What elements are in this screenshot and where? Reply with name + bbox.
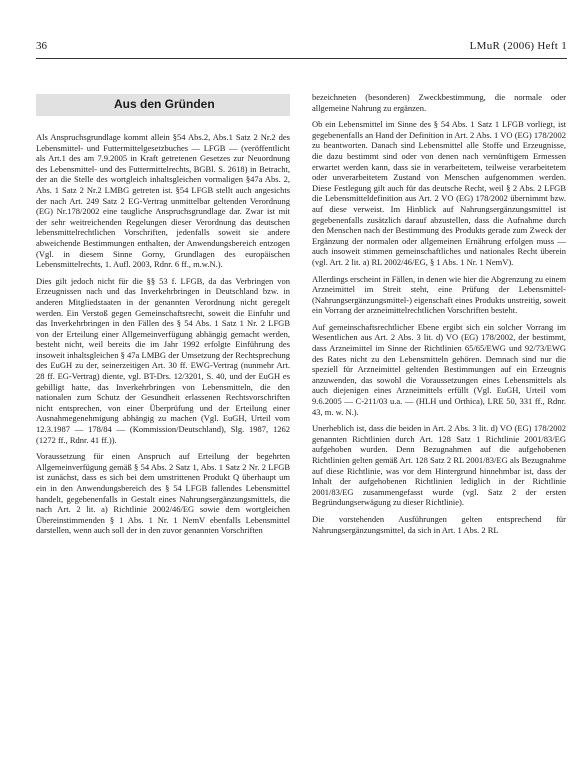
page-number: 36 — [36, 40, 47, 52]
paragraph: Ob ein Lebensmittel im Sinne des § 54 Abs. 1 Satz 1 LFGB vorliegt, ist gegebenenfalls an Hand der Definition in Art. 2 Abs. 1 VO (EG) 178/2002 zu beantworten. Danach sind Lebensmittel alle Stoffe und Erzeugnisse, die dazu bestimmt sind oder von denen nach vernünftigem Ermessen erwartet werden kann, dass sie in verarbeitetem, teilweise verarbeitetem oder unverarbeitetem Zustand von Menschen aufgenommen werden. Diese Festlegung gilt auch für das deutsche Recht, weil § 2 Abs. 2 LFGB die Lebensmitteldefinition aus Art. 2 VO (EG) 178/2002 übernimmt bzw. auf diese verweist. Im Hinblick auf Nahrungsergänzungsmittel ist gegebenenfalls zusätzlich darauf abzustellen, dass die Aufnahme durch den Menschen nach der Bestimmung des Produkts gerade zum Zweck der Ergänzung der normalen oder allgemeinen Ernährung erfolgen muss — auch insoweit stimmen gemeinschaftliches und nationales Recht überein (vgl. Art. 2 lit. a) RL 2002/46/EG, § 1 Abs. 1 Nr. 1 NemV). — [312, 119, 566, 267]
header-rule — [36, 58, 567, 59]
paragraph: Auf gemeinschaftsrechtlicher Ebene ergibt sich ein solcher Vorrang im Wesentlichen aus Art. 2 Abs. 3 lit. d) VO (EG) 178/2002, der bestimmt, dass Arzneimittel im Sinne der Richtlinien 65/65/EWG und 92/73/EWG des Rates nicht zu den Lebensmitteln gehören. Demnach sind nur die speziell für Arzneimittel geltenden Bestimmungen auf ein Erzeugnis anzuwenden, das sowohl die Voraussetzungen eines Lebensmittels als auch diejenigen eines Arzneimittels erfüllt (Vgl. EuGH, Urteil vom 9.6.2005 — C-211/03 u.a. — (HLH und Orthica), LRE 50, 331 ff., Rdnr. 43, m. w. N.). — [312, 321, 566, 417]
left-column — [36, 92, 290, 542]
page-header — [36, 40, 567, 62]
paragraph: Dies gilt jedoch nicht für die §§ 53 f. LFGB, da das Verbringen von Erzeugnissen nach und das Inverkehrbringen in Deutschland bzw. in anderen Mitgliedstaaten in der genannten Verordnung nicht geregelt werden. Ein Verstoß gegen Gemeinschaftsrecht, soweit die Einfuhr und das Inverkehrbringen in den Fällen des § 54 Abs. 1 Satz 1 Nr. 2 LFGB von der Erteilung einer Allgemeinverfügung abhängig gemacht werden, besteht nicht, weil bereits die im Jahr 1992 erfolgte Einführung des insoweit inhaltsgleichen § 47a LMBG der Umsetzung der Rechtsprechung des EuGH zu der, seinerzeitigen Art. 30 ff. EWG-Vertrag (nunmehr Art. 28 ff. EG-Vertrag) diente, vgl. BT-Drs. 12/3201, S. 40, und der EuGH es gebilligt hatte, das Inverkehrbringen von Lebensmitteln, die den nationalen zum Schutz der Gesundheit erlassenen Rechtsvorschriften nicht entsprechen, von einer Überprüfung und der Erteilung einer Ausnahmegenehmigung abhängig zu machen (Vgl. EuGH, Urteil vom 12.3.1987 — 178/84 — (Kommission/Deutschland), Slg. 1987, 1262 (1272 ff., Rdnr. 41 ff.)). — [36, 275, 290, 445]
paragraph: Allerdings erscheint in Fällen, in denen wie hier die Abgrenzung zu einem Arzneimittel im Streit steht, eine Prüfung der Lebensmittel-(Nahrungsergänzungsmittel-) eigenschaft eines Produkts unstreitig, soweit ein Vorrang der arzneimittelrechtlichen Vorschriften besteht. — [312, 273, 566, 316]
paragraph: Die vorstehenden Ausführungen gelten entsprechend für Nahrungsergänzungsmittel, da sich in Art. 1 Abs. 2 RL — [312, 513, 566, 535]
paragraph: bezeichneten (besonderen) Zweckbestimmung, die normale oder allgemeine Nahrung zu ergänzen. — [312, 92, 566, 113]
paragraph: Unerheblich ist, dass die beiden in Art. 2 Abs. 3 lit. d) VO (EG) 178/2002 genannten Richtlinien durch Art. 128 Satz 1 Richtlinie 2001/83/EG aufgehoben wurden. Denn Bezugnahmen auf die aufgehobenen Richtlinien gelten gemäß Art. 128 Satz 2 RL 2001/83/EG als Bezugnahme auf diese Richtlinie, was vor dem Hintergrund hinnehmbar ist, dass der Inhalt der aufgehobenen Richtlinien lediglich in der Richtlinie 2001/83/EG zusammengefasst wurde (vgl. Satz 2 der ersten Begründungserwägung zu dieser Richtlinie). — [312, 423, 566, 508]
paragraph: Voraussetzung für einen Anspruch auf Erteilung der begehrten Allgemeinverfügung gemäß § 54 Abs. 2 Satz 1, Abs. 1 Satz 2 Nr. 2 LFGB ist zunächst, dass es sich bei dem umstrittenen Produkt Q überhaupt um ein in den Anwendungsbereich des § 54 LFGB fallendes Lebensmittel handelt, gegebenenfalls in Gestalt eines Nahrungsergänzungsmittels, die nach Art. 2 lit. a) Richtlinie 2002/46/EG sowie dem wortgleichen Übereinstimmenden § 1 Abs. 1 Nr. 1 NemV ebenfalls Lebensmittel darstellen, wenn auch soll der in den zuvor genannten Vorschriften — [36, 451, 290, 536]
section-title: Aus den Gründen — [114, 97, 215, 111]
right-column — [312, 92, 566, 541]
paragraph: Als Anspruchsgrundlage kommt allein §54 Abs.2, Abs.1 Satz 2 Nr.2 des Lebensmittel- und Futtermittelgesetzbuches — LFGB — (veröffentlicht als Art.1 des am 7.9.2005 in Kraft getretenen Gesetzes zur Neuordnung des Lebensmittel- und des Futtermittelrechts, BGBl. S. 2618) in Betracht, der an die Stelle des wortgleich inhaltsgleichen vormaligen §47a Abs. 2, Abs. 1 Satz 2 Nr.2 LMBG getreten ist. §54 LFGB stellt auch angesichts der nach Art. 249 Satz 2 EG-Vertrag unmittelbar geltenden Verordnung (EG) Nr.178/2002 eine taugliche Anspruchsgrundlage dar. Zwar ist mit der sehr weitreichenden Regelungen dieser Verordnung das deutschen lebensmittelrechtlichen Vorschriften, jedenfalls soweit sie andere abweichende Bestimmungen enthalten, der Anwendungsbereich entzogen (Vgl. in diesem Sinne Gorny, Grundlagen des europäischen Lebensmittelrechts, 1. Aufl. 2003, Rdnr. 6 ff., m.w.N.). — [36, 132, 290, 270]
journal-reference: LMuR (2006) Heft 1 — [469, 40, 567, 52]
